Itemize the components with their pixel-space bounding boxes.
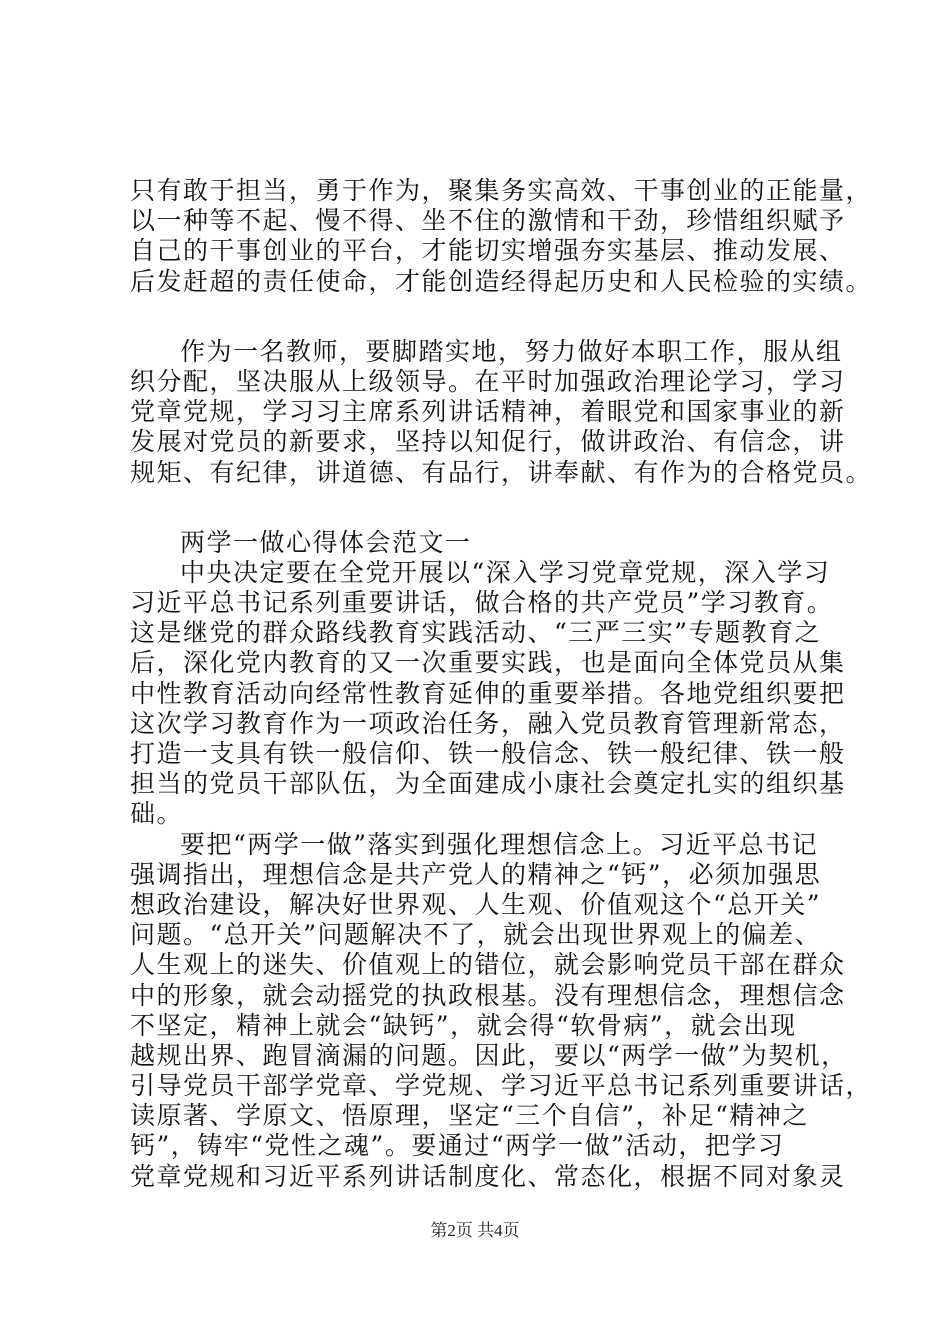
text-line: 中央决定要在全党开展以“深入学习党章党规，深入学习 (180, 557, 831, 587)
paragraph (130, 829, 873, 1192)
text-line: 钙”，铸牢“党性之魂”。要通过“两学一做”活动，把学习 (130, 1131, 785, 1161)
text-line: 这是继党的群众路线教育实践活动、“三严三实”专题教育之 (130, 618, 822, 648)
paragraph (130, 176, 873, 297)
document-body (130, 176, 873, 1192)
heading-line: 两学一做心得体会范文一 (180, 527, 472, 557)
text-line: 发展对党员的新要求，坚持以知促行，做讲政治、有信念，讲 (130, 427, 846, 457)
paragraph-spacer (130, 297, 855, 337)
text-line: 越规出界、跑冒滴漏的问题。因此，要以“两学一做”为契机， (130, 1040, 848, 1070)
text-line: 读原著、学原文、悟原理，坚定“三个自信”，补足“精神之 (130, 1101, 809, 1131)
text-line: 以一种等不起、慢不得、坐不住的激情和干劲，珍惜组织赋予 (130, 206, 846, 236)
text-line: 担当的党员干部队伍，为全面建成小康社会奠定扎实的组织基 (130, 769, 846, 799)
text-line: 党章党规和习近平系列讲话制度化、常态化，根据不同对象灵 (130, 1161, 846, 1191)
text-line: 这次学习教育作为一项政治任务，融入党员教育管理新常态， (130, 708, 846, 738)
text-line: 作为一名教师，要脚踏实地，努力做好本职工作，服从组 (180, 336, 843, 366)
text-line: 强调指出，理想信念是共产党人的精神之“钙”，必须加强思 (130, 859, 822, 889)
text-line: 习近平总书记系列重要讲话，做合格的共产党员”学习教育。 (130, 588, 834, 618)
text-line: 后，深化党内教育的又一次重要实践，也是面向全体党员从集 (130, 648, 846, 678)
text-line: 想政治建设，解决好世界观、人生观、价值观这个“总开关” (130, 889, 822, 919)
paragraph-spacer (130, 488, 855, 528)
text-line: 问题。“总开关”问题解决不了，就会出现世界观上的偏差、 (130, 920, 822, 950)
text-line: 后发赶超的责任使命，才能创造经得起历史和人民检验的实绩。 (130, 266, 873, 296)
page-number-footer: 第2页 共4页 (430, 1221, 520, 1240)
text-line: 党章党规，学习习主席系列讲话精神，着眼党和国家事业的新 (130, 397, 846, 427)
text-line: 础。 (130, 799, 184, 829)
paragraph (130, 558, 855, 830)
text-line: 不坚定，精神上就会“缺钙”，就会得“软骨病”，就会出现 (130, 1010, 797, 1040)
text-line: 自己的干事创业的平台，才能切实增强夯实基层、推动发展、 (130, 236, 846, 266)
text-line: 要把“两学一做”落实到强化理想信念上。习近平总书记 (180, 829, 819, 859)
text-line: 只有敢于担当，勇于作为，聚集务实高效、干事创业的正能量， (130, 176, 873, 205)
text-line: 引导党员干部学党章、学党规、学习近平总书记系列重要讲话， (130, 1071, 873, 1101)
text-line: 织分配，坚决服从上级领导。在平时加强政治理论学习，学习 (130, 366, 846, 396)
text-line: 打造一支具有铁一般信仰、铁一般信念、铁一般纪律、铁一般 (130, 739, 846, 768)
text-line: 中的形象，就会动摇党的执政根基。没有理想信念，理想信念 (130, 980, 846, 1010)
paragraph (130, 336, 873, 488)
section-heading (130, 528, 855, 558)
text-line: 中性教育活动向经常性教育延伸的重要举措。各地党组织要把 (130, 678, 846, 708)
text-line: 人生观上的迷失、价值观上的错位，就会影响党员干部在群众 (130, 950, 846, 980)
text-line: 规矩、有纪律，讲道德、有品行，讲奉献、有作为的合格党员。 (130, 457, 873, 487)
